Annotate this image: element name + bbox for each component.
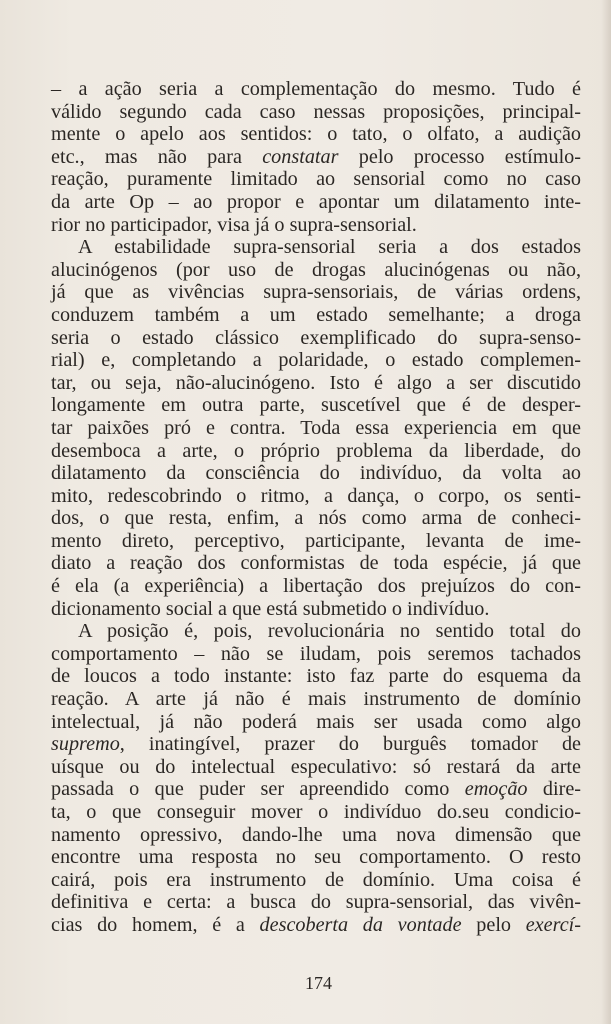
text-run: passada o que puder ser apreendido como — [51, 778, 465, 801]
text-line — [51, 824, 581, 847]
italic-text: exercí- — [525, 913, 581, 936]
text-run: diato a reação dos conformistas de toda espécie, já que — [51, 552, 581, 575]
text-run: válido segundo cada caso nessas proposições, principal- — [51, 100, 581, 123]
text-run: alucinógenos (por uso de drogas alucinógenas ou não, — [51, 258, 581, 281]
text-run: reação, puramente limitado ao sensorial como no caso — [51, 168, 581, 191]
text-run: ta, o que conseguir mover o indivíduo do.seu condicio- — [51, 801, 581, 823]
text-run: – a ação seria a complementação do mesmo. Tudo é — [51, 78, 581, 100]
text-run: cairá, pois era instrumento de domínio. Uma coisa é — [51, 868, 581, 891]
paragraph — [51, 236, 581, 620]
text-run: dire- — [527, 778, 582, 801]
italic-text: supremo — [51, 733, 120, 756]
text-run: pelo processo estímulo- — [338, 145, 581, 168]
text-line — [51, 552, 581, 575]
text-run: tar, ou seja, não-alucinógeno. Isto é algo a ser discutido — [51, 371, 581, 394]
text-run: intelectual, já não poderá mais ser usada como algo — [51, 710, 581, 733]
text-run: uísque ou do intelectual especulativo: só restará da arte — [51, 755, 581, 778]
text-line — [51, 643, 581, 666]
text-line — [51, 168, 581, 191]
text-run: rior no participador, visa já o supra-sensorial. — [51, 213, 417, 236]
text-run: namento opressivo, dando-lhe uma nova dimensão que — [51, 823, 581, 846]
text-line — [51, 462, 581, 485]
text-run: mito, redescobrindo o ritmo, a dança, o corpo, os senti- — [51, 484, 581, 507]
text-run: de loucos a todo instante: isto faz parte do esquema da — [51, 665, 581, 688]
text-run: é ela (a experiência) a libertação dos prejuízos do con- — [51, 575, 581, 598]
text-line — [51, 78, 581, 101]
italic-text: emoção — [464, 778, 528, 801]
text-line — [51, 281, 581, 304]
text-run: A posição é, pois, revolucionária no sentido total do — [78, 620, 581, 643]
text-line — [51, 891, 581, 914]
text-line — [51, 598, 581, 621]
text-run: da arte Op – ao propor e apontar um dilatamento inte- — [51, 190, 581, 213]
text-run: desemboca a arte, o próprio problema da liberdade, do — [51, 439, 581, 462]
text-run: definitiva e certa: a busca do supra-sensorial, das vivên- — [51, 891, 581, 914]
text-run: dos, o que resta, enfim, a nós como arma de conheci- — [51, 507, 581, 530]
text-line — [51, 440, 581, 463]
text-run: rial) e, completando a polaridade, o estado complemen- — [51, 349, 581, 372]
text-line — [51, 711, 581, 734]
text-run: conduzem também a um estado semelhante; a droga — [51, 303, 581, 326]
text-run: tar paixões pró e contra. Toda essa experiencia em que — [51, 416, 581, 439]
text-line — [51, 507, 581, 530]
text-run: comportamento – não se iludam, pois seremos tachados — [51, 642, 581, 665]
text-line — [51, 214, 581, 237]
text-run: , inatingível, prazer do burguês tomador de — [119, 733, 581, 756]
text-run: A estabilidade supra-sensorial seria a dos estados — [78, 236, 581, 259]
text-line — [51, 801, 581, 824]
text-line — [51, 372, 581, 395]
text-line — [51, 327, 581, 350]
text-line — [51, 620, 581, 643]
body-text — [51, 78, 581, 937]
text-line — [51, 914, 581, 937]
text-line — [51, 869, 581, 892]
text-line — [51, 123, 581, 146]
text-line — [51, 349, 581, 372]
text-run: longamente em outra parte, suscetível que é de desper- — [51, 394, 581, 417]
paragraph — [51, 78, 581, 236]
text-line — [51, 575, 581, 598]
text-line — [51, 101, 581, 124]
text-run: já que as vivências supra-sensoriais, de várias ordens, — [51, 281, 581, 304]
text-line — [51, 756, 581, 779]
text-run: seria o estado clássico exemplificado do supra-senso- — [51, 326, 581, 349]
paragraph — [51, 620, 581, 936]
text-run: pelo — [461, 913, 526, 936]
italic-text: descoberta da vontade — [259, 913, 462, 936]
text-line — [51, 665, 581, 688]
text-run: reação. A arte já não é mais instrumento de domínio — [51, 688, 581, 711]
text-line — [51, 688, 581, 711]
text-line — [51, 191, 581, 214]
text-line — [51, 394, 581, 417]
text-run: cias do homem, é a — [51, 913, 260, 936]
page-number: 174 — [305, 973, 332, 993]
text-run: mento direto, perceptivo, participante, levanta de ime- — [51, 529, 581, 552]
text-line — [51, 846, 581, 869]
text-run: mente o apelo aos sentidos: o tato, o olfato, a audição — [51, 123, 581, 146]
text-line — [51, 236, 581, 259]
text-line — [51, 417, 581, 440]
text-line — [51, 146, 581, 169]
text-line — [51, 733, 581, 756]
text-line — [51, 259, 581, 282]
text-line — [51, 530, 581, 553]
text-run: dicionamento social a que está submetido o indivíduo. — [51, 597, 490, 620]
text-run: dilatamento da consciência do indivíduo, da volta ao — [51, 462, 581, 485]
text-line — [51, 304, 581, 327]
text-run: encontre uma resposta no seu comportamento. O resto — [51, 846, 581, 869]
page-edge-shadow — [601, 0, 611, 1024]
italic-text: constatar — [262, 145, 339, 168]
text-line — [51, 778, 581, 801]
text-run: etc., mas não para — [51, 145, 263, 168]
text-line — [51, 485, 581, 508]
